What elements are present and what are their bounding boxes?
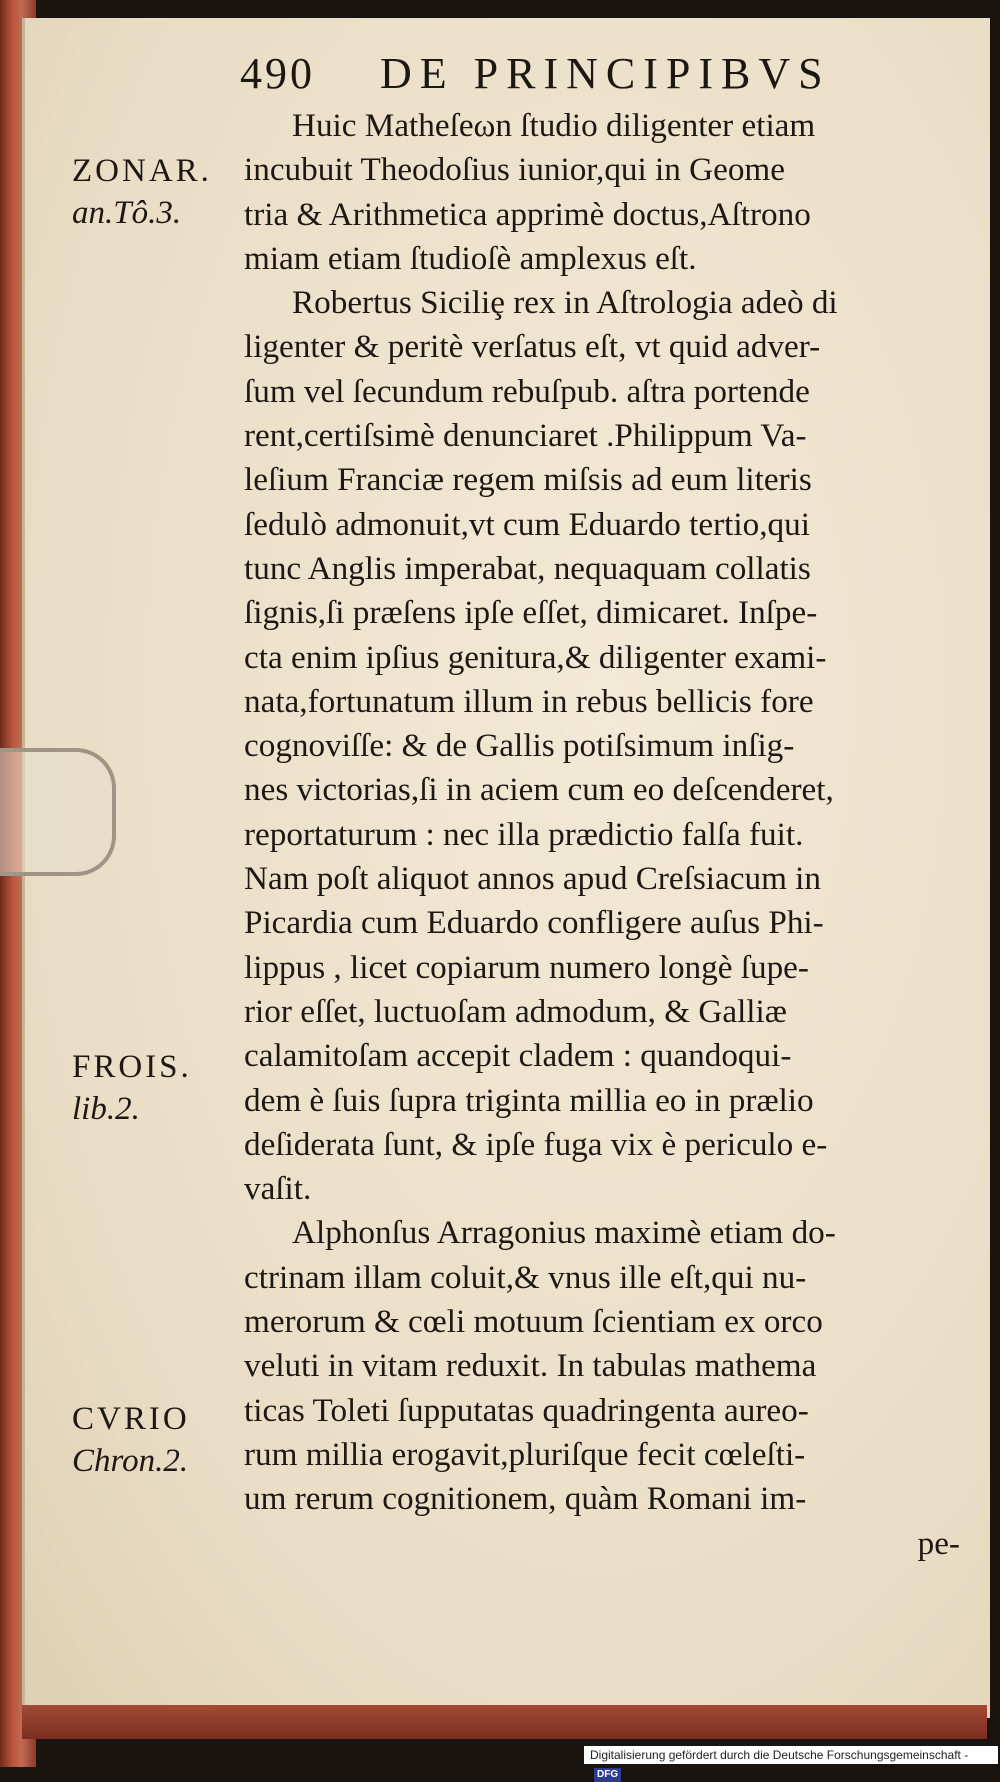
text-line: cta enim ipſius genitura,& diligenter exami- [244, 638, 827, 676]
catchword: pe- [917, 1524, 960, 1562]
text-line: deſiderata ſunt, & ipſe fuga vix è periculo e- [244, 1125, 828, 1163]
margin-note-ref: lib.2. [72, 1091, 140, 1127]
margin-note-head: FROIS. [72, 1049, 192, 1085]
text-line: ſignis,ſi præſens ipſe eſſet, dimicaret. Inſpe- [244, 594, 818, 632]
text-line: ſedulò admonuit,vt cum Eduardo tertio,qui [244, 505, 810, 543]
digitization-footer [584, 1746, 998, 1780]
text-line: incubuit Theodoſius iunior,qui in Geome [244, 151, 785, 189]
text-line: cognoviſſe: & de Gallis potiſsimum inſig- [244, 727, 795, 765]
text-line: dem è ſuis ſupra triginta millia eo in prælio [244, 1081, 814, 1119]
margin-note-ref: an.Tô.3. [72, 195, 182, 231]
running-title: DE PRINCIPIBVS [380, 49, 831, 98]
text-line: miam etiam ſtudioſè amplexus eſt. [244, 239, 697, 277]
text-line: lippus , licet copiarum numero longè ſupe- [244, 948, 809, 986]
dfg-logo: DFG [594, 1768, 621, 1782]
text-line: calamitoſam accepit cladem : quandoqui- [244, 1037, 792, 1075]
margin-note-curio [72, 1398, 237, 1482]
margin-note-head: CVRIO [72, 1401, 190, 1437]
margin-note-frois [72, 1046, 237, 1130]
text-line: nes victorias,ſi in aciem cum eo deſcenderet, [244, 771, 834, 809]
text-line: ctrinam illam coluit,& vnus ille eſt,qui nu- [244, 1258, 807, 1296]
text-line: ſum vel ſecundum rebuſpub. aſtra portende [244, 372, 810, 410]
book-clasp [0, 748, 116, 876]
text-line: rior eſſet, luctuoſam admodum, & Galliæ [244, 992, 787, 1030]
page-number: 490 [240, 49, 315, 98]
text-line: rent,certiſsimè denunciaret .Philippum Va- [244, 417, 807, 455]
text-line: ticas Toleti ſupputatas quadringenta aureo- [244, 1391, 809, 1429]
margin-note-ref: Chron.2. [72, 1443, 189, 1479]
text-line: tria & Arithmetica apprimè doctus,Aſtrono [244, 195, 811, 233]
text-line: ligenter & peritè verſatus eſt, vt quid adver- [244, 328, 821, 366]
text-line: um rerum cognitionem, quàm Romani im- [244, 1480, 807, 1518]
text-line: rum millia erogavit,pluriſque fecit cœleſti- [244, 1435, 806, 1473]
text-line: veluti in vitam reduxit. In tabulas mathema [244, 1347, 817, 1385]
text-line: reportaturum : nec illa prædictio falſa fuit. [244, 815, 804, 853]
text-line: nata,fortunatum illum in rebus bellicis fore [244, 682, 814, 720]
text-line: Nam poſt aliquot annos apud Creſsiacum in [244, 860, 821, 898]
text-line: Alphonſus Arragonius maximè etiam do- [292, 1214, 836, 1252]
text-line: leſium Franciæ regem miſsis ad eum literis [244, 461, 812, 499]
margin-note-head: ZONAR. [72, 153, 212, 189]
margin-note-zonar [72, 150, 237, 234]
text-line: merorum & cœli motuum ſcientiam ex orco [244, 1303, 823, 1341]
text-line: vaſit. [244, 1170, 312, 1208]
text-line: Huic Matheſeωn ſtudio diligenter etiam [292, 107, 816, 144]
text-line: Picardia cum Eduardo confligere auſus Phi- [244, 904, 824, 942]
footer-text: Digitalisierung gefördert durch die Deutsche Forschungsgemeinschaft - [590, 1748, 969, 1762]
page-bottom-edge [22, 1705, 987, 1739]
text-line: Robertus Siciliȩ rex in Aſtrologia adeò di [292, 284, 838, 322]
body-text [244, 104, 960, 1566]
text-line: tunc Anglis imperabat, nequaquam collatis [244, 549, 811, 587]
page-header [240, 48, 900, 104]
